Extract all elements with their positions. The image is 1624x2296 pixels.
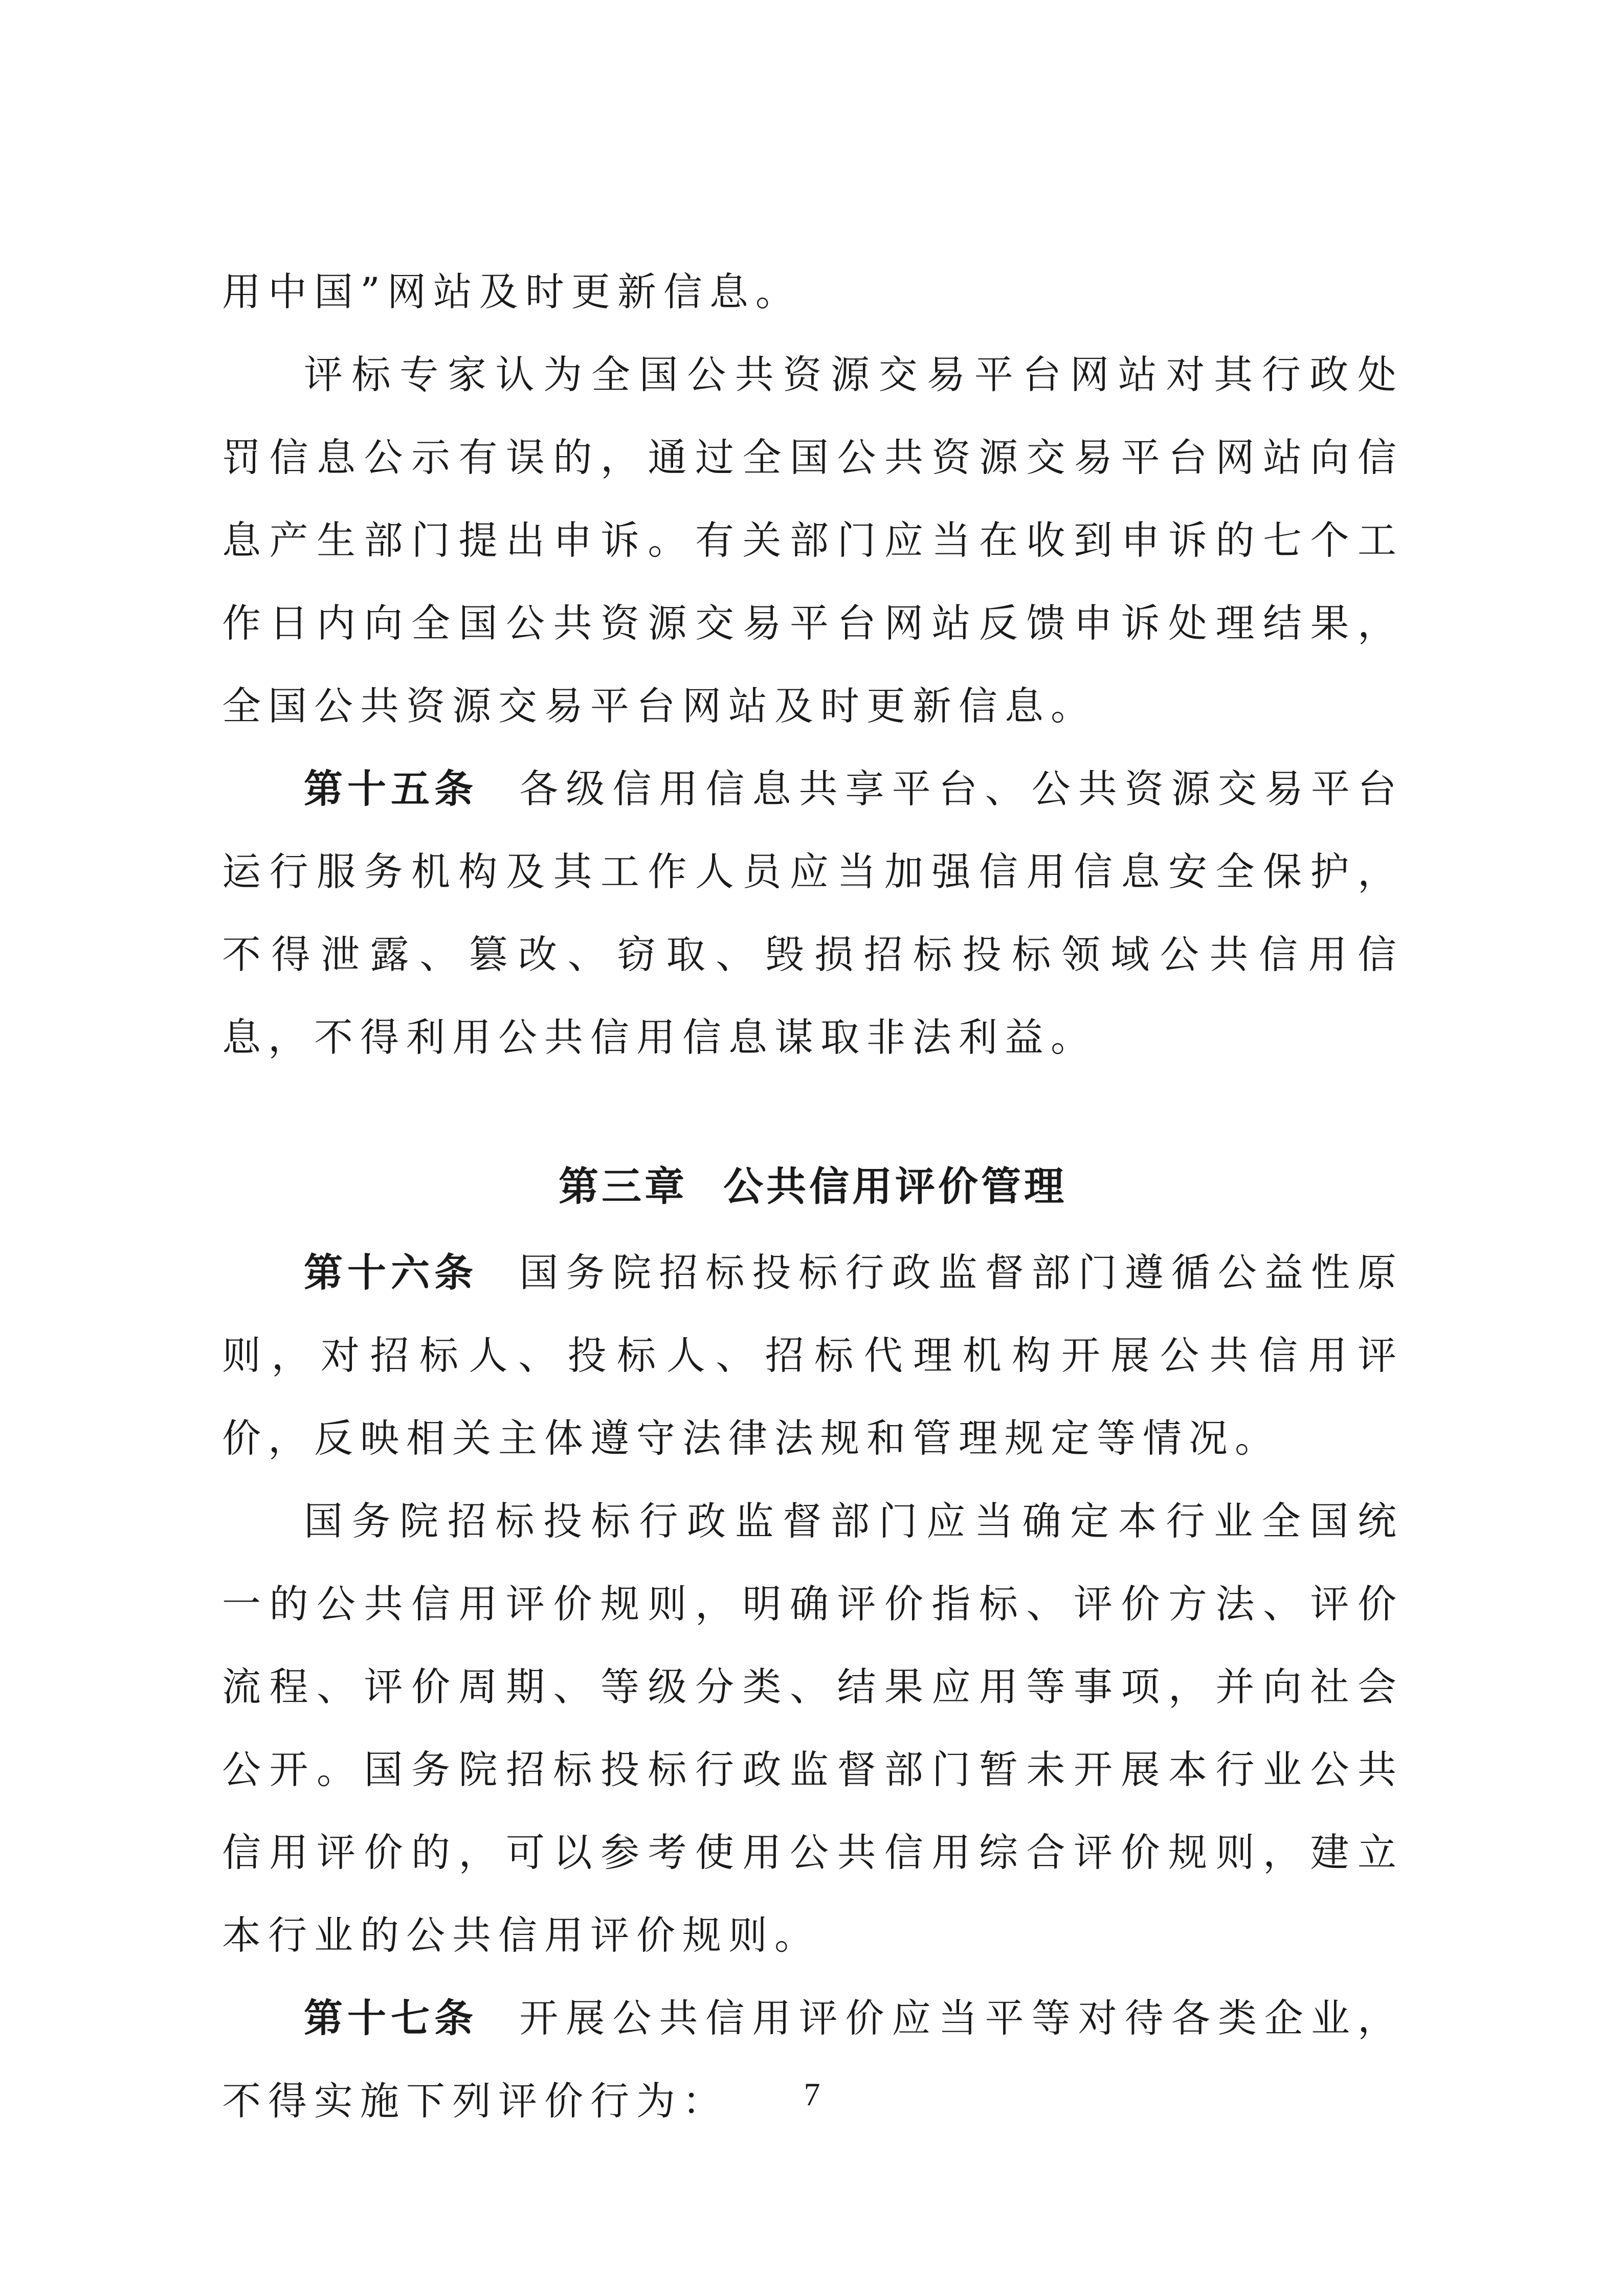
article-15	[222, 748, 1404, 1079]
article-text: 各级信用信息共享平台、公共资源交易平台运行服务机构及其工作人员应当加强信用信息安全保护，不得泄露、篡改、窃取、毁损招标投标领域公共信用信息，不得利用公共信用信息谋取非法利益。	[222, 766, 1404, 1060]
paragraph-continuation	[222, 251, 1404, 333]
paragraph-text: 用中国”网站及时更新信息。	[222, 269, 802, 314]
paragraph-evaluation-rules	[222, 1480, 1404, 1977]
paragraph-text: 国务院招标投标行政监督部门应当确定本行业全国统一的公共信用评价规则，明确评价指标、评价方法、评价流程、评价周期、等级分类、结果应用等事项，并向社会公开。国务院招标投标行政监督部门暂未开展本行业公共信用评价的，可以参考使用公共信用综合评价规则，建立本行业的公共信用评价规则。	[222, 1498, 1404, 1958]
paragraph-text: 评标专家认为全国公共资源交易平台网站对其行政处罚信息公示有误的，通过全国公共资源交易平台网站向信息产生部门提出申诉。有关部门应当在收到申诉的七个工作日内向全国公共资源交易平台网站反馈申诉处理结果，全国公共资源交易平台网站及时更新信息。	[222, 352, 1404, 729]
article-number: 第十五条	[304, 766, 478, 812]
article-16	[222, 1231, 1404, 1480]
page-number: 7	[804, 2076, 820, 2112]
article-text: 开展公共信用评价应当平等对待各类企业，不得实施下列评价行为：	[222, 1995, 1404, 2124]
article-text: 国务院招标投标行政监督部门遵循公益性原则，对招标人、投标人、招标代理机构开展公共信用评价，反映相关主体遵守法律法规和管理规定等情况。	[222, 1250, 1404, 1461]
article-number: 第十七条	[304, 1995, 478, 2041]
chapter-heading	[222, 1145, 1404, 1228]
page-content	[222, 251, 1404, 2143]
article-number: 第十六条	[304, 1250, 478, 1295]
paragraph-appeal	[222, 333, 1404, 748]
article-17	[222, 1977, 1404, 2143]
chapter-number: 第三章	[558, 1164, 687, 1210]
chapter-title: 公共信用评价管理	[723, 1164, 1067, 1210]
